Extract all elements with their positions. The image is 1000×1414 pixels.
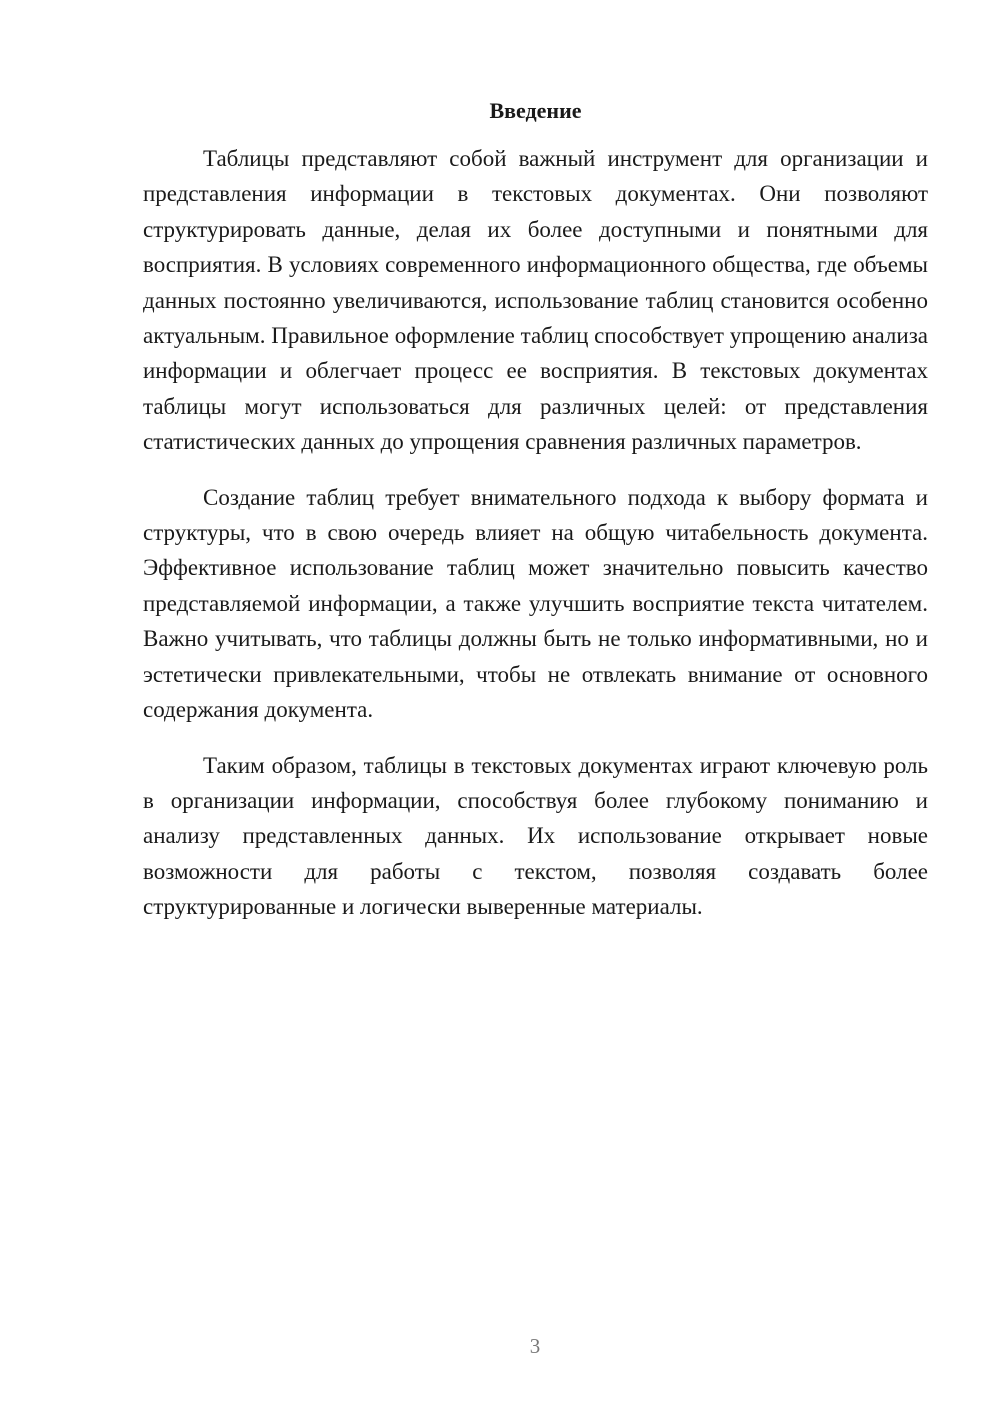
paragraph-2: Создание таблиц требует внимательного подхода к выбору формата и структуры, что в свою очередь влияет на общую читабельность документа. Эффективное использование таблиц может значительно повысить качество представляемой информации, а также улучшить восприятие текста читателем. Важно учитывать, что таблицы должны быть не только информативными, но и эстетически привлекательными, чтобы не отвлекать внимание от основного содержания документа. — [143, 484, 928, 723]
paragraph-3: Таким образом, таблицы в текстовых документах играют ключевую роль в организации информации, способствуя более глубокому пониманию и анализу представленных данных. Их использование открывает новые возможности для работы с текстом, позволяя создавать более структурированные и логически выверенные материалы. — [143, 752, 928, 920]
body-text — [143, 141, 928, 945]
page-number: 3 — [529, 1334, 541, 1358]
section-heading: Введение — [489, 98, 582, 123]
paragraph-1: Таблицы представляют собой важный инструмент для организации и представления информации в текстовых документах. Они позволяют структурировать данные, делая их более доступными и понятными для восприятия. В условиях современного информационного общества, где объемы данных постоянно увеличиваются, использование таблиц становится особенно актуальным. Правильное оформление таблиц способствует упрощению анализа информации и облегчает процесс ее восприятия. В текстовых документах таблицы могут использоваться для различных целей: от представления статистических данных до упрощения сравнения различных параметров. — [143, 146, 928, 455]
